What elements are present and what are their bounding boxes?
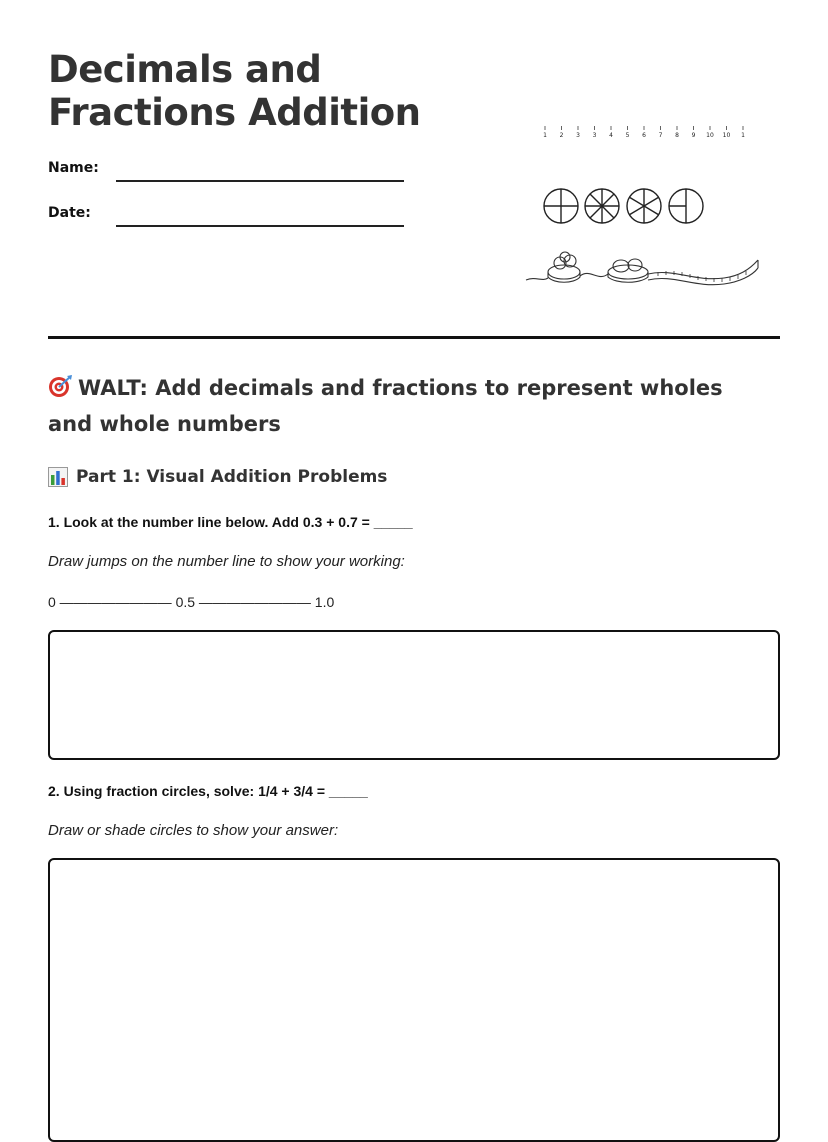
name-field[interactable] xyxy=(116,180,404,182)
fraction-circle-eighths xyxy=(585,189,619,223)
ruler-tick-label: 8 xyxy=(675,132,679,139)
date-label: Date: xyxy=(48,205,91,221)
target-icon xyxy=(48,374,74,398)
answer-box-2[interactable] xyxy=(48,858,780,1142)
fraction-circle-halves xyxy=(669,189,703,223)
section-divider xyxy=(48,336,780,339)
question-1-instruction: Draw jumps on the number line to show your working: xyxy=(48,553,405,570)
part1-heading-text: Part 1: Visual Addition Problems xyxy=(76,467,388,487)
fraction-circle-sixths xyxy=(627,189,661,223)
fraction-circle-quarters xyxy=(544,189,578,223)
ruler-tick-label: 3 xyxy=(576,132,580,139)
question-2-instruction: Draw or shade circles to show your answer: xyxy=(48,822,339,839)
ruler-tick-label: 1 xyxy=(741,132,745,139)
ruler-tick-label: 9 xyxy=(691,132,696,139)
ruler-illustration xyxy=(536,122,752,142)
date-field[interactable] xyxy=(116,225,404,227)
ruler-tick-label: 2 xyxy=(559,132,564,139)
ruler-tick-label: 6 xyxy=(642,132,646,139)
ruler-tick-label: 1 xyxy=(543,132,547,139)
ruler-tick-label: 4 xyxy=(609,132,613,139)
walt-text: WALT: Add decimals and fractions to represent wholes and whole numbers xyxy=(48,376,723,436)
fraction-circles-illustration xyxy=(540,186,710,228)
page-title: Decimals and Fractions Addition xyxy=(48,48,421,134)
number-line-text: 0 ———————— 0.5 ———————— 1.0 xyxy=(48,594,335,610)
coins-tape-illustration xyxy=(524,248,764,290)
walt-heading xyxy=(48,370,768,442)
part1-heading xyxy=(48,464,387,490)
ruler-tick-label: 7 xyxy=(658,132,663,139)
question-2-prompt: 2. Using fraction circles, solve: 1/4 + 3/4 = _____ xyxy=(48,783,368,799)
name-label: Name: xyxy=(48,160,99,176)
bar-chart-icon xyxy=(48,467,68,487)
question-1-prompt: 1. Look at the number line below. Add 0.3 + 0.7 = _____ xyxy=(48,514,413,530)
ruler-tick-label: 5 xyxy=(625,132,630,139)
ruler-tick-label: 3 xyxy=(592,132,597,139)
answer-box-1[interactable] xyxy=(48,630,780,760)
ruler-tick-label: 10 xyxy=(722,132,731,139)
ruler-tick-label: 10 xyxy=(706,132,714,139)
